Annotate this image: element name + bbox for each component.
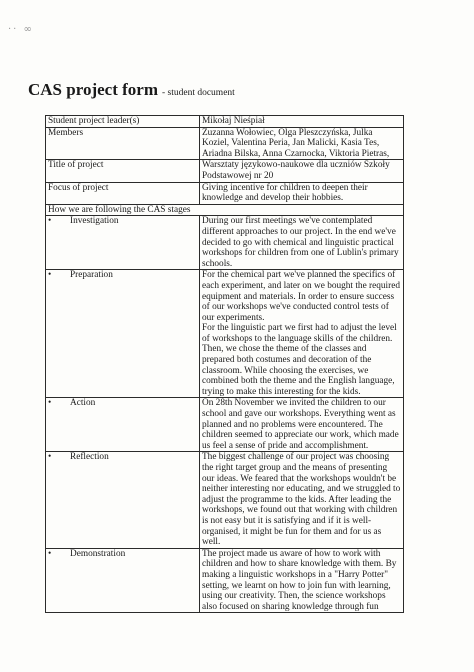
stage-description: The project made us aware of how to work with children and how to share knowledge with them. By making a linguistic workshops in a "Harry Potter" setting, we learnt on how to join fun with learning, using our creativity. Then, the science workshops also focused on sharing knowledge through fun (200, 548, 404, 613)
stages-header: How we are following the CAS stages (46, 204, 404, 216)
stage-row-demonstration (46, 548, 404, 613)
form-subtitle: - student document (161, 88, 235, 98)
bullet-icon: • (48, 452, 52, 463)
bullet-icon: • (48, 270, 52, 281)
table-row (46, 182, 404, 204)
bullet-icon: • (48, 398, 52, 409)
stage-row-preparation (46, 270, 404, 398)
stage-description: For the chemical part we've planned the specifics of each experiment, and later on we bought the required equipment and materials. In order to ensure success of our workshops we've conducted control tests of our experiments. For the linguistic part we first had to adjust the level of workshops to the language skills of the children. Then, we chose the theme of the classes and prepared both costumes and decoration of the classroom. While choosing the exercises, we combined both the theme and the English language, trying to make this interesting for the kids. (200, 270, 404, 398)
stage-description: The biggest challenge of our project was choosing the right target group and the means of presenting our ideas. We feared that the workshops wouldn't be neither interesting nor educating, and we struggled to adjust the programme to the kids. After leading the workshops, we found out that working with children is not easy but it is satisfying and if it is well- organised, it might be fun for them and for us as well. (200, 452, 404, 548)
project-title-value: Warsztaty językowo-naukowe dla uczniów Szkoły Podstawowej nr 20 (200, 160, 404, 182)
stage-label-cell (46, 216, 200, 270)
table-row (46, 116, 404, 128)
bullet-icon: • (48, 548, 52, 559)
members-label: Members (46, 127, 200, 160)
stage-label-cell (46, 452, 200, 548)
stage-description: During our first meetings we've contemplated different approaches to our project. In the end we've decided to go with chemical and linguistic practical workshops for children from one of Lublin's primary schools. (200, 216, 404, 270)
focus-value: Giving incentive for children to deepen their knowledge and develop their hobbies. (200, 182, 404, 204)
stage-name: Investigation (70, 216, 119, 227)
focus-label: Focus of project (46, 182, 200, 204)
stage-label-cell (46, 270, 200, 398)
table-row (46, 127, 404, 160)
cas-form-table (45, 115, 404, 613)
stage-description: On 28th November we invited the children to our school and gave our workshops. Everything went as planned and no problems were encountered. The children seemed to appreciate our work, which made us feel a sense of pride and accomplishment. (200, 398, 404, 452)
stage-row-reflection (46, 452, 404, 548)
stage-name: Preparation (70, 270, 113, 281)
scan-marks: ·· ∞ (8, 24, 34, 35)
form-title: CAS project form (28, 80, 158, 99)
leader-value: Mikołaj Nieśpiał (200, 116, 404, 128)
stage-label-cell (46, 548, 200, 613)
stage-row-action (46, 398, 404, 452)
stage-name: Action (70, 398, 96, 409)
table-row (46, 204, 404, 216)
stage-label-cell (46, 398, 200, 452)
stage-row-investigation (46, 216, 404, 270)
project-title-label: Title of project (46, 160, 200, 182)
form-header (28, 80, 235, 100)
members-value: Zuzanna Wołowiec, Olga Pleszczyńska, Julka Koziel, Valentina Peria, Jan Malicki, Kasia Tes, Ariadna Bilska, Anna Czarnocka, Viktoria Pietras, (200, 127, 404, 160)
stage-name: Demonstration (70, 548, 126, 559)
stage-name: Reflection (70, 452, 109, 463)
bullet-icon: • (48, 216, 52, 227)
leader-label: Student project leader(s) (46, 116, 200, 128)
table-row (46, 160, 404, 182)
